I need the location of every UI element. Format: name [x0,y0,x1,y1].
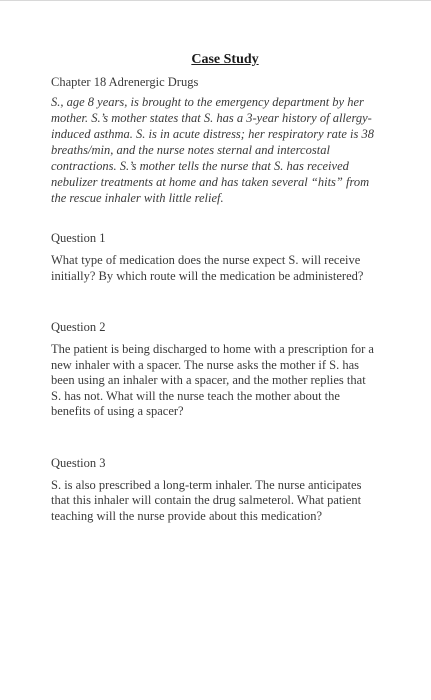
question-2-text: The patient is being discharged to home with a prescription for a new inhaler with a spacer. The nurse asks the mother if S. has been using an inhaler with a spacer, and the mother replies that S. has not. What will the nurse teach the mother about the benefits of using a spacer? [51,342,374,418]
question-2-label: Question 2 [51,320,106,334]
question-1-label: Question 1 [51,231,106,245]
question-1-text: What type of medication does the nurse expect S. will receive initially? By which route will the medication be administered? [51,253,364,283]
top-divider [0,0,431,1]
case-scenario: S., age 8 years, is brought to the emergency department by her mother. S.’s mother states that S. has a 3-year history of allergy- induced asthma. S. is in acute distress; her respiratory rate is 38 breaths/min, and the nurse notes sternal and intercostal contractions. S.’s mother tells the nurse that S. has received nebulizer treatments at home and has taken several “hits” from the rescue inhaler with little relief. [51,95,375,205]
case-study-document [51,52,391,524]
chapter-heading: Chapter 18 Adrenergic Drugs [51,75,199,89]
question-3-text: S. is also prescribed a long-term inhaler. The nurse anticipates that this inhaler will contain the drug salmeterol. What patient teaching will the nurse provide about this medication? [51,477,362,523]
question-3-label: Question 3 [51,455,106,470]
document-title: Case Study [191,52,259,67]
